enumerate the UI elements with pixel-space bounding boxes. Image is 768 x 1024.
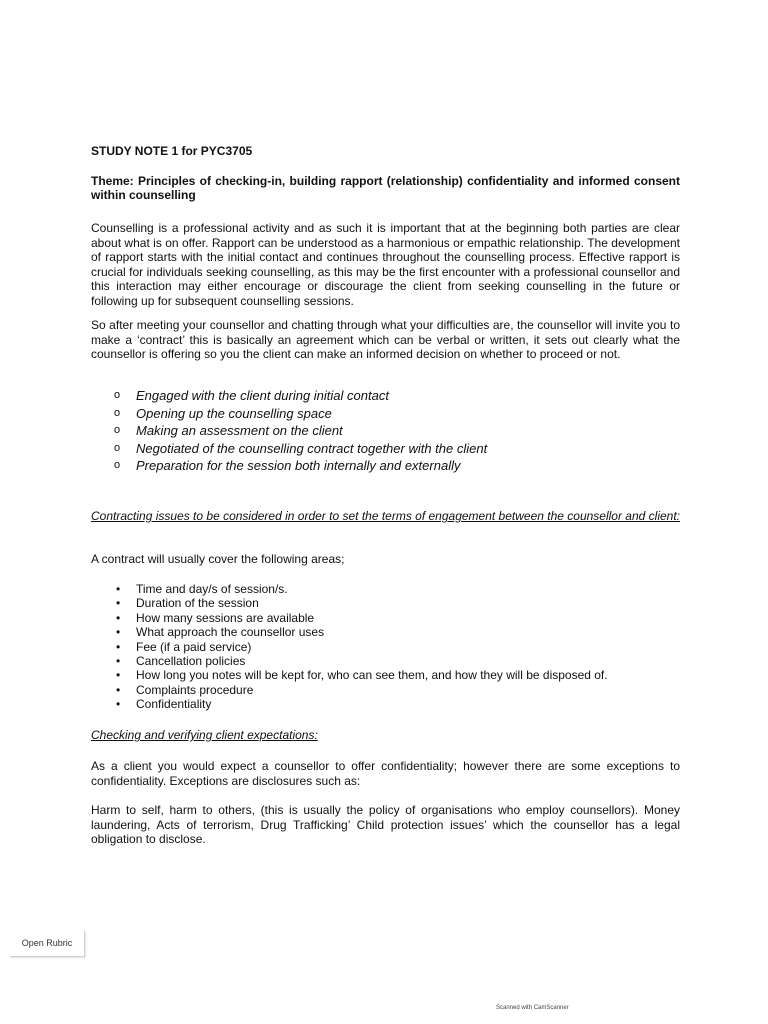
- bullet-icon: •: [116, 625, 121, 640]
- expectations-heading: Checking and verifying client expectations:: [91, 728, 318, 742]
- document-title: STUDY NOTE 1 for PYC3705: [91, 144, 253, 158]
- contracting-heading: Contracting issues to be considered in order to set the terms of engagement between the counsellor and client:: [91, 509, 681, 523]
- contract-items-list: [114, 582, 608, 712]
- list-item: o Preparation for the session both internally and externally: [114, 458, 461, 473]
- scanner-watermark: Scanned with CamScanner: [496, 1005, 569, 1011]
- list-item: • Complaints procedure: [116, 682, 254, 697]
- bullet-icon: •: [116, 639, 121, 654]
- paragraph-contract: So after meeting your counsellor and chatting through what your difficulties are, the counsellor will invite you to make a ‘contract’ this is basically an agreement which can be verbal or written, it sets out clearly what the counsellor is offering so you the client can make an informed decision on whether to proceed or not.: [91, 318, 680, 361]
- paragraph-confidentiality: As a client you would expect a counsellor to offer confidentiality; however there are some exceptions to confidentiality. Exceptions are disclosures such as:: [91, 759, 680, 788]
- list-item: • Cancellation policies: [116, 653, 246, 668]
- bullet-icon: •: [116, 668, 121, 683]
- circle-bullet-icon: o: [114, 424, 121, 436]
- list-item: o Negotiated of the counselling contract together with the client: [114, 440, 488, 456]
- open-rubric-button[interactable]: Open Rubric: [10, 931, 85, 957]
- bullet-icon: •: [116, 682, 121, 697]
- list-item: • What approach the counsellor uses: [116, 625, 325, 640]
- list-item: o Engaged with the client during initial contact: [114, 388, 389, 403]
- circle-bullet-icon: o: [114, 441, 121, 454]
- list-item: o Opening up the counselling space: [114, 405, 332, 421]
- bullet-icon: •: [116, 653, 121, 668]
- bullet-icon: •: [116, 582, 121, 596]
- list-item: • How many sessions are available: [116, 610, 315, 625]
- bullet-icon: •: [116, 596, 121, 611]
- bullet-icon: •: [116, 697, 121, 712]
- theme-heading: Theme: Principles of checking-in, building rapport (relationship) confidentiality and informed consent within counselling: [91, 174, 680, 202]
- paragraph-rapport: Counselling is a professional activity and as such it is important that at the beginning both parties are clear about what is on offer. Rapport can be understood as a harmonious or empathic relationship. The development of rapport starts with the initial contact and continues throughout the counselling process. Effective rapport is crucial for individuals seeking counselling, as this may be the first encounter with a professional counsellor and this interaction may either encourage or discourage the client from seeking counselling in the future or following up for subsequent counselling sessions.: [91, 221, 680, 308]
- circle-bullet-icon: o: [114, 389, 121, 401]
- list-item: • Duration of the session: [116, 596, 259, 611]
- paragraph-exceptions: Harm to self, harm to others, (this is usually the policy of organisations who employ counsellors). Money laundering, Acts of terrorism, Drug Trafficking’ Child protection issues’ which the counsellor has a legal obligation to disclose.: [91, 803, 680, 846]
- contract-intro: A contract will usually cover the following areas;: [91, 552, 345, 566]
- list-item: • How long you notes will be kept for, who can see them, and how they will be disposed of.: [116, 668, 608, 683]
- circle-bullet-icon: o: [114, 406, 121, 419]
- list-item: • Confidentiality: [116, 697, 212, 712]
- bullet-icon: •: [116, 610, 121, 625]
- circle-bullet-icon: o: [114, 459, 121, 471]
- list-item: • Time and day/s of session/s.: [116, 582, 288, 596]
- steps-list: [114, 387, 487, 475]
- list-item: • Fee (if a paid service): [116, 639, 252, 654]
- list-item: o Making an assessment on the client: [114, 423, 343, 438]
